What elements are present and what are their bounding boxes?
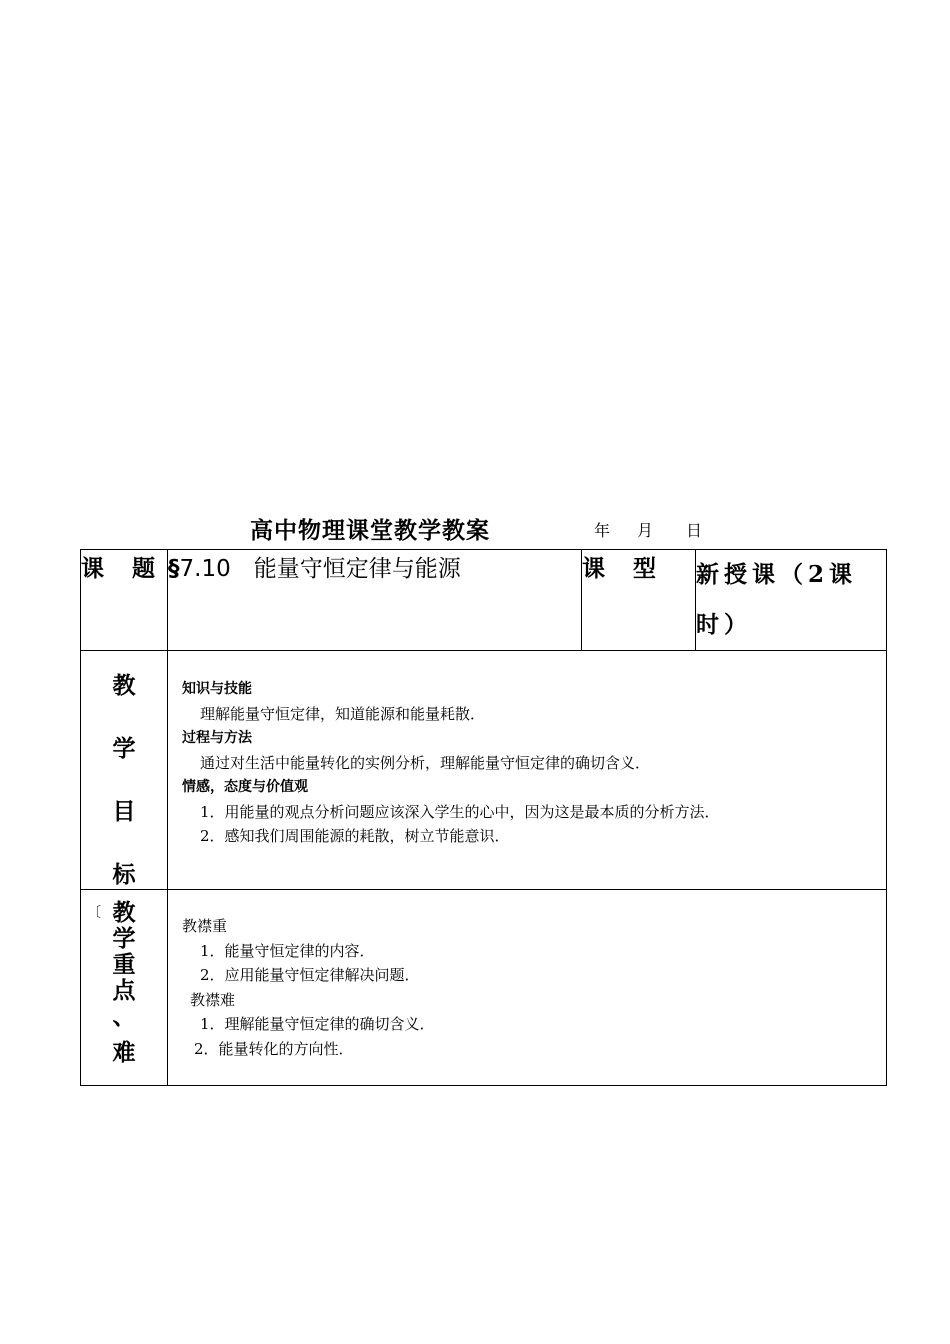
goals-content-cell (168, 651, 887, 890)
date-year-label: 年 (594, 521, 611, 540)
goals-label-char: 标 (112, 861, 136, 888)
date-day-label: 日 (686, 521, 703, 540)
goals-heading-attitude: 情感，态度与价值观 (182, 779, 308, 795)
date-month-label: 月 (637, 521, 654, 540)
difficulty-item: 2．能量转化的方向性． (194, 1039, 354, 1058)
goals-label-char: 教 (112, 672, 136, 699)
lesson-plan-table (80, 549, 887, 1086)
keys-label-char: 、 (112, 1003, 136, 1030)
keys-label-char: 学 (112, 925, 136, 952)
goals-label (81, 651, 168, 890)
header-line (0, 512, 950, 546)
goals-item: 1．用能量的观点分析问题应该深入学生的心中，因为这是最本质的分析方法． (200, 802, 720, 821)
goals-item: 通过对生活中能量转化的实例分析，理解能量守恒定律的确切含义． (200, 753, 651, 772)
goals-item: 理解能量守恒定律，知道能源和能量耗散． (200, 704, 486, 723)
keys-row (81, 890, 887, 1086)
keys-label-char: 难 (112, 1039, 136, 1066)
goals-label-char: 目 (112, 798, 136, 825)
bracket-mark: 〔 (87, 905, 101, 921)
keys-label (81, 890, 168, 1086)
difficulty-item: 1．理解能量守恒定律的确切含义． (200, 1015, 435, 1033)
keys-label-char: 教 (112, 899, 136, 926)
goals-label-char: 学 (112, 735, 136, 762)
document-title: 高中物理课堂教学教案 (250, 517, 490, 544)
goals-item: 2．感知我们周围能源的耗散，树立节能意识． (200, 827, 510, 845)
key-point-item: 2．应用能量守恒定律解决问题． (200, 966, 420, 984)
goals-heading-process: 过程与方法 (182, 730, 252, 746)
goals-heading-knowledge: 知识与技能 (182, 681, 252, 697)
topic-row (81, 550, 887, 651)
difficulty-heading: 教襟难 (190, 990, 236, 1009)
topic-label: 课 题 (81, 550, 168, 651)
keys-label-char: 点 (112, 977, 136, 1004)
key-points-heading: 教襟重 (182, 917, 228, 935)
keys-content (168, 890, 886, 1085)
goals-row (81, 651, 887, 890)
type-label: 课 型 (582, 550, 696, 651)
key-point-item: 1．能量守恒定律的内容． (200, 941, 375, 960)
topic-text: 7.10 能量守恒定律与能源 (179, 556, 461, 582)
section-sign: § (168, 556, 180, 582)
keys-label-char: 重 (112, 951, 136, 978)
topic-value (168, 550, 582, 651)
goals-content (168, 651, 886, 871)
keys-content-cell (168, 890, 887, 1086)
type-value: 新授课（2课时） (696, 550, 887, 651)
